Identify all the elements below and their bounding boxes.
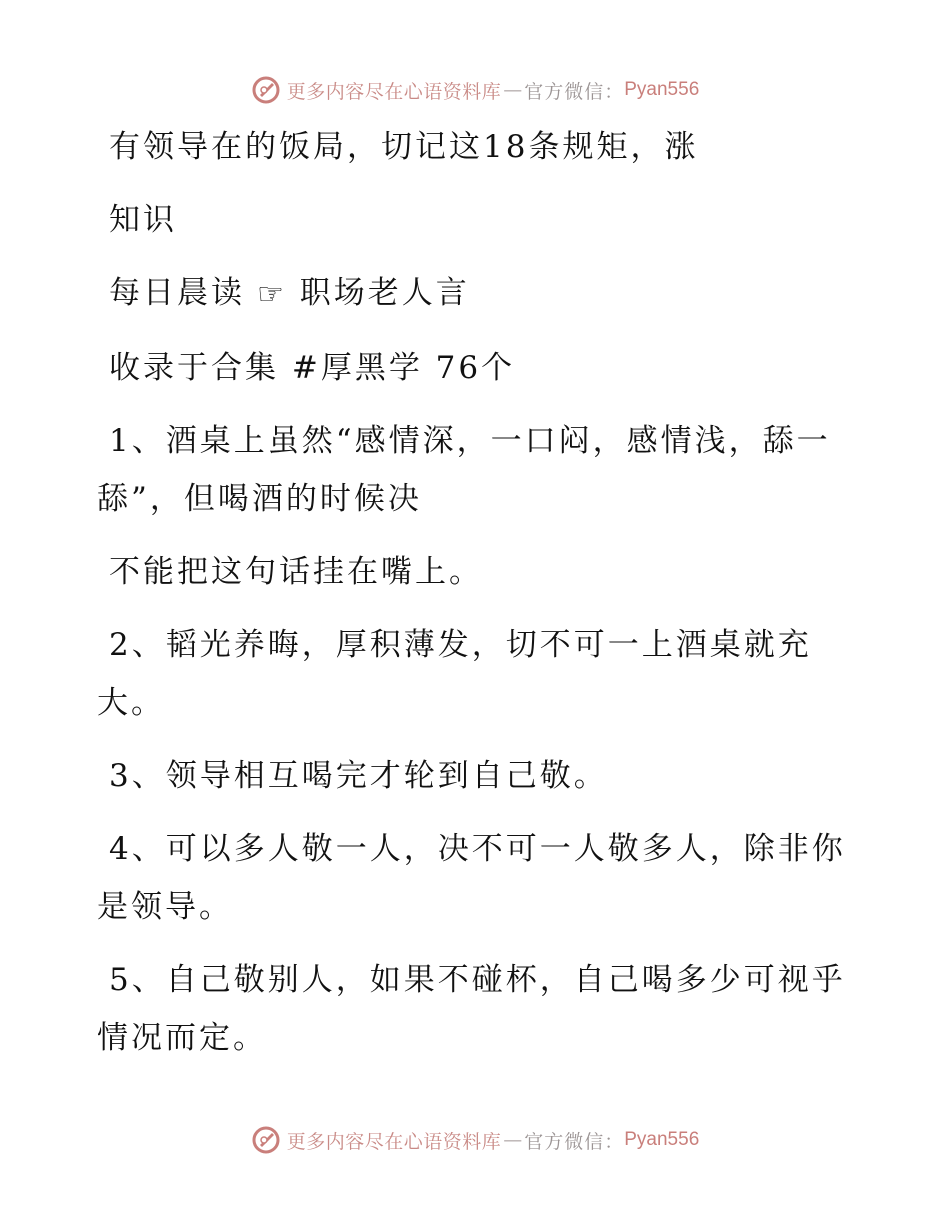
source-line bbox=[97, 264, 857, 324]
quill-stamp-icon bbox=[251, 1125, 281, 1155]
watermark-official-label: 官方微信： bbox=[524, 80, 625, 103]
watermark-separator: — bbox=[503, 79, 523, 101]
rule-item-3: 3、领导相互喝完才轮到自己敬。 bbox=[109, 757, 608, 794]
rule-item-1: 1、酒桌上虽然“感情深，一口闷，感情浅，舔一舔”，但喝酒的时候决 bbox=[97, 422, 831, 517]
document-title-line-2: 知识 bbox=[109, 202, 177, 238]
rule-item-2: 2、韬光养晦，厚积薄发，切不可一上酒桌就充大。 bbox=[97, 626, 812, 721]
source-prefix: 每日晨读 bbox=[109, 275, 245, 311]
source-author: 职场老人言 bbox=[286, 275, 470, 311]
pointing-hand-icon: ☞ bbox=[257, 276, 287, 312]
collection-line: 收录于合集 #厚黑学 76个 bbox=[109, 349, 516, 386]
watermark-separator: — bbox=[503, 1129, 523, 1151]
watermark-main-text: 更多内容尽在心语资料库 bbox=[286, 1130, 502, 1153]
rule-item-5: 5、自己敬别人，如果不碰杯，自己喝多少可视乎情况而定。 bbox=[97, 961, 846, 1056]
rule-item-1-continued: 不能把这句话挂在嘴上。 bbox=[109, 553, 483, 590]
watermark-wechat-id: Pyan556 bbox=[624, 1129, 700, 1150]
document-title-line-1: 有领导在的饭局，切记这18条规矩，涨 bbox=[109, 129, 699, 165]
rule-item-4: 4、可以多人敬一人，决不可一人敬多人，除非你是领导。 bbox=[97, 830, 846, 925]
quill-stamp-icon bbox=[251, 75, 281, 105]
watermark-main-text: 更多内容尽在心语资料库 bbox=[286, 80, 502, 103]
footer-watermark bbox=[0, 1120, 950, 1160]
header-watermark bbox=[0, 70, 950, 110]
document-body bbox=[97, 118, 857, 1082]
watermark-official-label: 官方微信： bbox=[524, 1130, 625, 1153]
watermark-wechat-id: Pyan556 bbox=[624, 79, 700, 100]
